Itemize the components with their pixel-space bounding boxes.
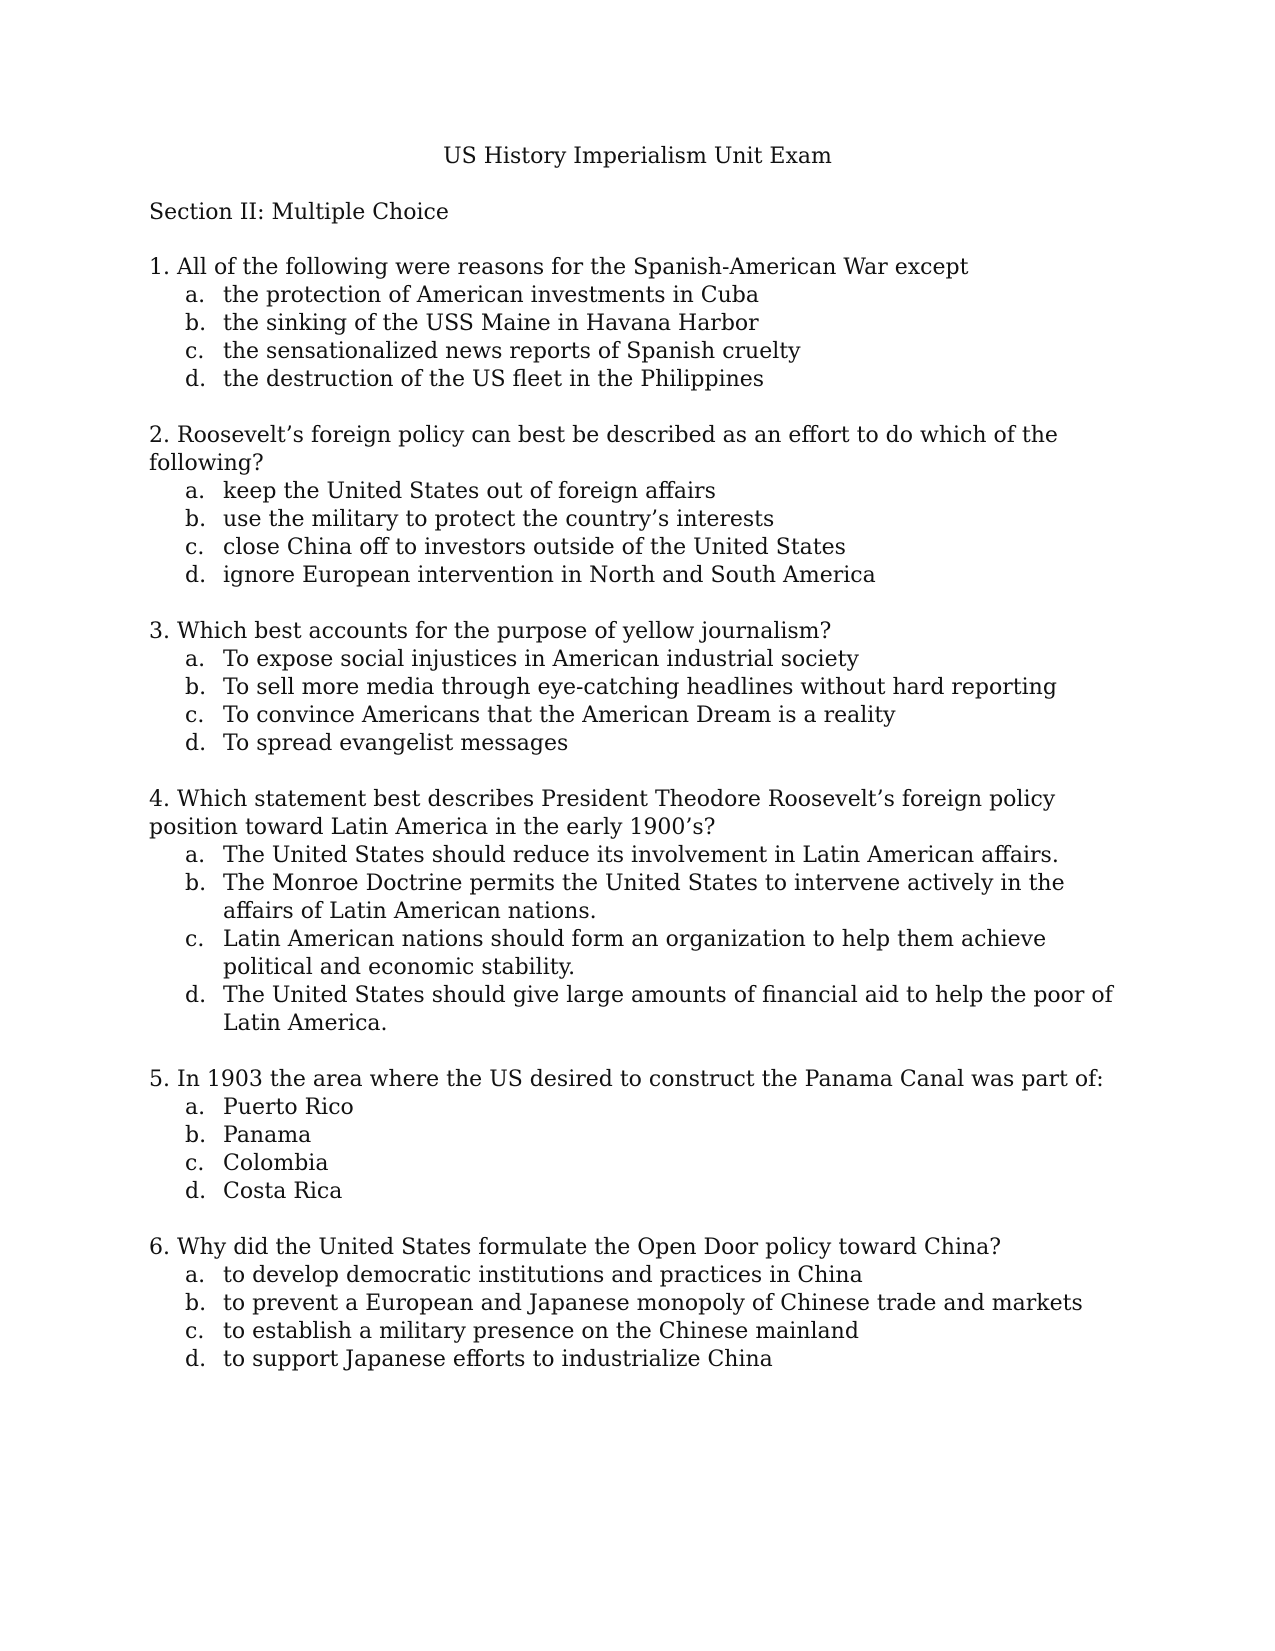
choice-letter: b. [185, 1291, 207, 1316]
choice-letter: b. [185, 1123, 207, 1148]
choice-text: The Monroe Doctrine permits the United States to intervene actively in the affairs of Latin American nations. [223, 871, 1065, 924]
answer-choice [149, 1094, 1129, 1122]
answer-choice [149, 506, 1129, 534]
choice-text: Panama [223, 1123, 312, 1148]
choice-letter: a. [185, 283, 206, 308]
choice-text: The United States should reduce its involvement in Latin American affairs. [223, 843, 1059, 868]
question-prompt: Why did the United States formulate the Open Door policy toward China? [177, 1235, 1002, 1260]
questions-list [149, 254, 1129, 1402]
question-prompt: All of the following were reasons for the Spanish-American War except [177, 255, 969, 280]
choice-text: Colombia [223, 1151, 329, 1176]
choice-text: use the military to protect the country’s interests [223, 507, 775, 532]
question-prompt: In 1903 the area where the US desired to construct the Panama Canal was part of: [177, 1067, 1104, 1092]
choice-text: the protection of American investments in Cuba [223, 283, 759, 308]
question-5 [149, 1066, 1129, 1206]
answer-choice [149, 1122, 1129, 1150]
choice-text: The United States should give large amounts of financial aid to help the poor of Latin America. [223, 983, 1113, 1036]
answer-choice [149, 674, 1129, 702]
choice-letter: c. [185, 339, 205, 364]
choice-letter: a. [185, 843, 206, 868]
answer-choice [149, 1262, 1129, 1290]
choice-letter: c. [185, 927, 205, 952]
question-3 [149, 618, 1129, 758]
question-text [149, 1066, 1129, 1094]
choice-letter: d. [185, 983, 207, 1008]
question-number: 1. [149, 255, 170, 280]
answer-choice [149, 338, 1129, 366]
choice-text: the sinking of the USS Maine in Havana Harbor [223, 311, 759, 336]
answer-choice [149, 366, 1129, 394]
choice-letter: d. [185, 563, 207, 588]
choice-letter: a. [185, 479, 206, 504]
answer-choice [149, 310, 1129, 338]
answer-choices [149, 1094, 1129, 1206]
choice-letter: b. [185, 871, 207, 896]
choice-letter: d. [185, 731, 207, 756]
choice-text: Latin American nations should form an organization to help them achieve political and economic stability. [223, 927, 1047, 980]
answer-choice [149, 870, 1129, 926]
answer-choices [149, 842, 1129, 1038]
choice-text: the destruction of the US fleet in the Philippines [223, 367, 765, 392]
answer-choice [149, 562, 1129, 590]
choice-text: to develop democratic institutions and practices in China [223, 1263, 863, 1288]
question-2 [149, 422, 1129, 590]
choice-text: the sensationalized news reports of Spanish cruelty [223, 339, 801, 364]
answer-choice [149, 478, 1129, 506]
choice-letter: d. [185, 367, 207, 392]
choice-text: ignore European intervention in North and South America [223, 563, 876, 588]
choice-text: Costa Rica [223, 1179, 343, 1204]
answer-choices [149, 478, 1129, 590]
choice-letter: b. [185, 311, 207, 336]
question-text [149, 1234, 1129, 1262]
answer-choices [149, 1262, 1129, 1374]
answer-choice [149, 1150, 1129, 1178]
answer-choice [149, 842, 1129, 870]
choice-text: To convince Americans that the American Dream is a reality [223, 703, 896, 728]
choice-letter: c. [185, 703, 205, 728]
answer-choice [149, 1290, 1129, 1318]
question-number: 2. [149, 423, 170, 448]
choice-text: keep the United States out of foreign affairs [223, 479, 716, 504]
choice-letter: b. [185, 675, 207, 700]
answer-choice [149, 1178, 1129, 1206]
choice-text: close China off to investors outside of the United States [223, 535, 846, 560]
question-number: 5. [149, 1067, 170, 1092]
question-4 [149, 786, 1129, 1038]
question-prompt: Which statement best describes President Theodore Roosevelt’s foreign policy position toward Latin America in the early 1900’s? [149, 787, 1056, 840]
answer-choice [149, 730, 1129, 758]
choice-letter: b. [185, 507, 207, 532]
answer-choice [149, 646, 1129, 674]
answer-choices [149, 646, 1129, 758]
choice-text: To spread evangelist messages [223, 731, 569, 756]
answer-choice [149, 282, 1129, 310]
question-number: 3. [149, 619, 170, 644]
section-title: Section II: Multiple Choice [149, 200, 449, 225]
choice-text: to support Japanese efforts to industrialize China [223, 1347, 773, 1372]
question-text [149, 618, 1129, 646]
choice-text: Puerto Rico [223, 1095, 354, 1120]
choice-text: To expose social injustices in American industrial society [223, 647, 859, 672]
answer-choice [149, 534, 1129, 562]
choice-letter: c. [185, 1151, 205, 1176]
question-number: 4. [149, 787, 170, 812]
choice-letter: a. [185, 1095, 206, 1120]
question-text [149, 422, 1129, 478]
answer-choice [149, 702, 1129, 730]
choice-letter: c. [185, 1319, 205, 1344]
choice-letter: d. [185, 1347, 207, 1372]
question-text [149, 254, 1129, 282]
answer-choice [149, 982, 1129, 1038]
question-prompt: Which best accounts for the purpose of yellow journalism? [177, 619, 832, 644]
question-number: 6. [149, 1235, 170, 1260]
exam-title: US History Imperialism Unit Exam [443, 144, 832, 169]
choice-text: to establish a military presence on the Chinese mainland [223, 1319, 859, 1344]
choice-letter: a. [185, 647, 206, 672]
answer-choice [149, 926, 1129, 982]
choice-text: To sell more media through eye-catching headlines without hard reporting [223, 675, 1057, 700]
answer-choice [149, 1346, 1129, 1374]
answer-choices [149, 282, 1129, 394]
choice-text: to prevent a European and Japanese monopoly of Chinese trade and markets [223, 1291, 1083, 1316]
question-prompt: Roosevelt’s foreign policy can best be described as an effort to do which of the following? [149, 423, 1058, 476]
question-6 [149, 1234, 1129, 1374]
choice-letter: c. [185, 535, 205, 560]
answer-choice [149, 1318, 1129, 1346]
question-text [149, 786, 1129, 842]
choice-letter: a. [185, 1263, 206, 1288]
question-1 [149, 254, 1129, 394]
choice-letter: d. [185, 1179, 207, 1204]
